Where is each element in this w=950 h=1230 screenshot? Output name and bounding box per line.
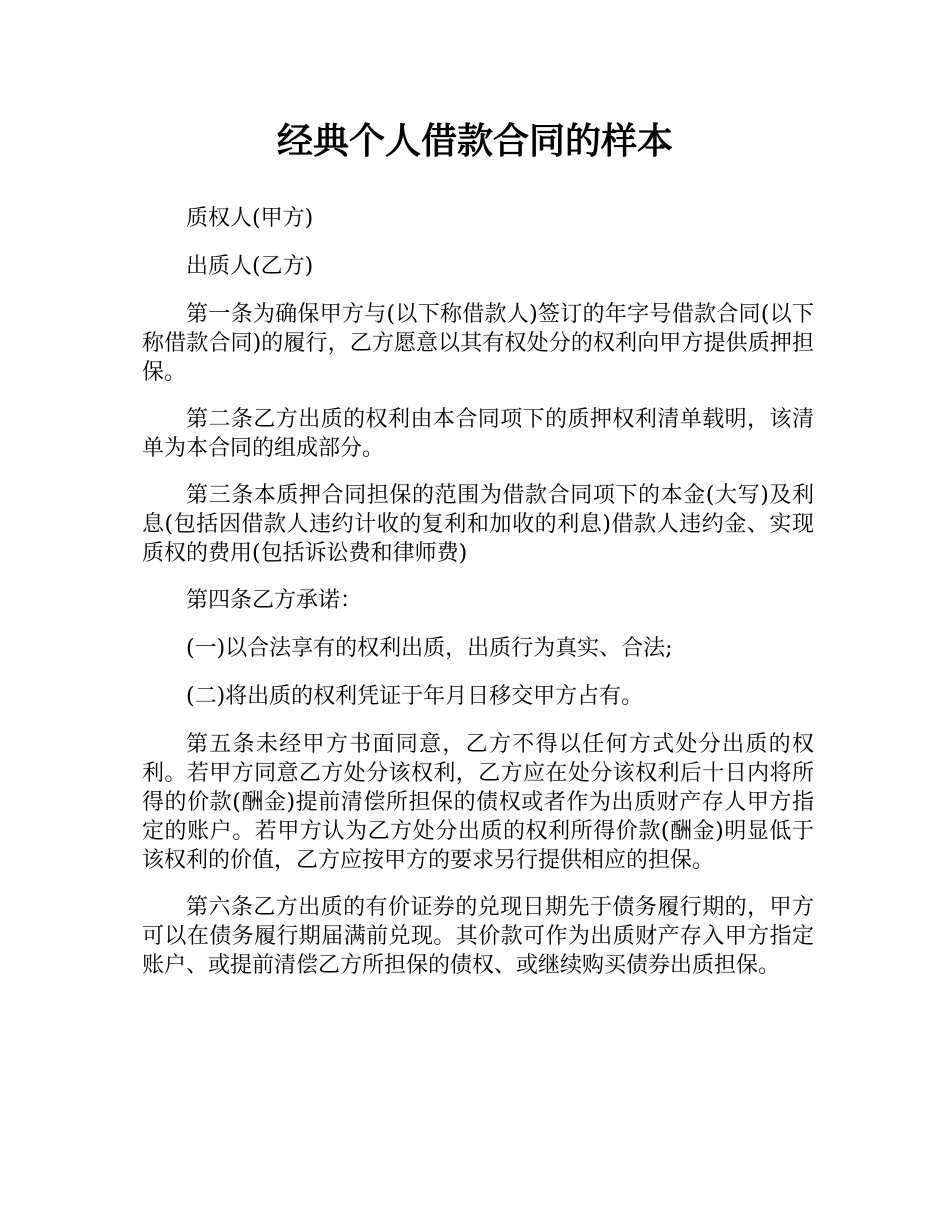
paragraph-article-4: 第四条乙方承诺： xyxy=(186,588,363,613)
paragraph-article-2: 第二条乙方出质的权利由本合同项下的质押权利清单载明，该清单为本合同的组成部分。 xyxy=(142,407,814,461)
document-body xyxy=(142,204,814,998)
paragraph-article-6: 第六条乙方出质的有价证券的兑现日期先于债务履行期的，甲方可以在债务履行期届满前兑现。其价款可作为出质财产存入甲方指定账户、或提前清偿乙方所担保的债权、或继续购买债券出质担保。 xyxy=(142,895,814,978)
paragraph-article-5: 第五条未经甲方书面同意，乙方不得以任何方式处分出质的权利。若甲方同意乙方处分该权利，乙方应在处分该权利后十日内将所得的价款(酬金)提前清偿所担保的债权或者作为出质财产存人甲方指定的账户。若甲方认为乙方处分出质的权利所得价款(酬金)明显低于该权利的价值，乙方应按甲方的要求另行提供相应的担保。 xyxy=(142,732,814,873)
document-title: 经典个人借款合同的样本 xyxy=(276,121,673,162)
paragraph-article-3: 第三条本质押合同担保的范围为借款合同项下的本金(大写)及利息(包括因借款人违约计收的复利和加收的利息)借款人违约金、实现质权的费用(包括诉讼费和律师费) xyxy=(142,483,814,566)
paragraph-article-1: 第一条为确保甲方与(以下称借款人)签订的年字号借款合同(以下称借款合同)的履行，乙方愿意以其有权处分的权利向甲方提供质押担保。 xyxy=(142,302,814,385)
paragraph-article-4-item-1: (一)以合法享有的权利出质，出质行为真实、合法; xyxy=(186,636,673,661)
paragraph-pledgee: 质权人(甲方) xyxy=(186,206,314,231)
paragraph-article-4-item-2: (二)将出质的权利凭证于年月日移交甲方占有。 xyxy=(186,684,644,709)
paragraph-pledgor: 出质人(乙方) xyxy=(186,254,314,279)
